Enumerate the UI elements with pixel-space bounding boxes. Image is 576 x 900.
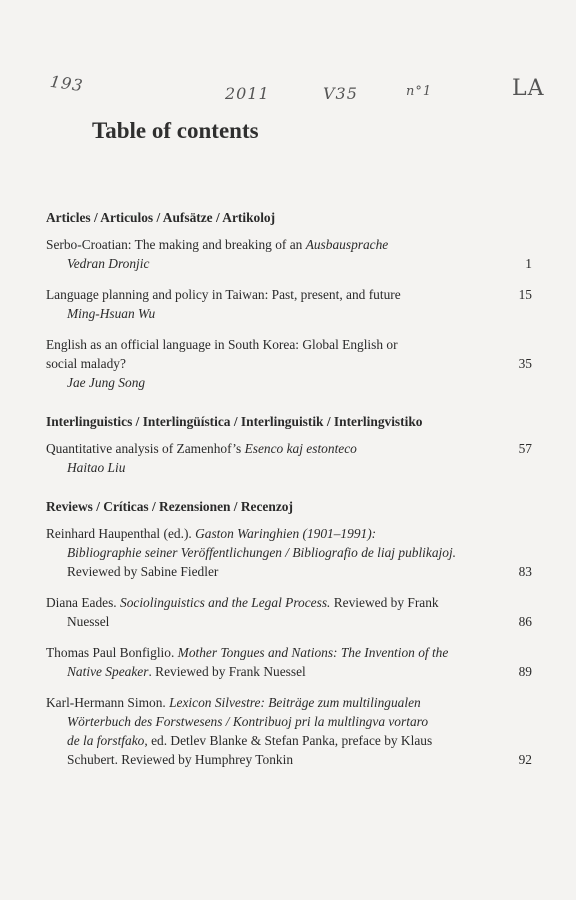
handwritten-note-5: LA (512, 76, 545, 101)
entry-author: Vedran Dronjic (67, 256, 150, 271)
toc-entry[interactable] (46, 335, 532, 392)
toc-entry[interactable] (46, 643, 532, 681)
entry-page-number: 86 (518, 614, 532, 629)
section-heading-reviews: Reviews / Críticas / Rezensionen / Recenzoj (46, 499, 293, 514)
section-heading-interlinguistics: Interlinguistics / Interlingüística / Interlinguistik / Interlingvistiko (46, 414, 423, 429)
entry-title: Serbo-Croatian: The making and breaking of an Ausbausprache (46, 237, 389, 252)
entry-line: Karl-Hermann Simon. Lexicon Silvestre: Beiträge zum multilingualen (46, 695, 421, 710)
entry-author: Jae Jung Song (67, 375, 146, 390)
entry-title: English as an official language in South Korea: Global English or (46, 337, 398, 352)
entry-line: Thomas Paul Bonfiglio. Mother Tongues and Nations: The Invention of the (46, 645, 449, 660)
entry-page-number: 1 (525, 256, 532, 271)
handwritten-note-2: 2011 (225, 84, 270, 103)
entry-title-line2: social malady? (46, 356, 126, 371)
entry-body (46, 643, 486, 681)
handwritten-note-3: V35 (323, 84, 358, 103)
entry-body (46, 439, 486, 477)
entry-page-number: 35 (518, 356, 532, 371)
entry-line: Diana Eades. Sociolinguistics and the Legal Process. Reviewed by Frank (46, 595, 439, 610)
entry-page-number: 57 (518, 441, 532, 456)
handwritten-note-1: 193 (48, 71, 85, 96)
entry-line: Wörterbuch des Forstwesens / Kontribuoj pri la multlingva vortaro (67, 714, 429, 729)
entry-body (46, 524, 502, 581)
entry-title: Language planning and policy in Taiwan: Past, present, and future (46, 287, 401, 302)
table-of-contents (46, 208, 532, 781)
entry-title: Quantitative analysis of Zamenhof’s Esenco kaj estonteco (46, 441, 357, 456)
toc-entry[interactable] (46, 524, 532, 581)
entry-page-number: 15 (518, 287, 532, 302)
entry-body (46, 235, 486, 273)
entry-body (46, 335, 486, 392)
entry-line: Bibliographie seiner Veröffentlichungen / Bibliografio de liaj publikajoj. (67, 545, 457, 560)
entry-body (46, 693, 502, 769)
toc-entry[interactable] (46, 285, 532, 323)
entry-page-number: 92 (518, 752, 532, 767)
entry-author: Ming-Hsuan Wu (67, 306, 156, 321)
entry-line: Native Speaker. Reviewed by Frank Nuessel (67, 664, 306, 679)
toc-entry[interactable] (46, 593, 532, 631)
entry-author: Haitao Liu (67, 460, 126, 475)
section-heading-articles: Articles / Articulos / Aufsätze / Artikoloj (46, 210, 276, 225)
toc-entry[interactable] (46, 693, 532, 769)
entry-page-number: 89 (518, 664, 532, 679)
entry-line: Reviewed by Sabine Fiedler (67, 564, 219, 579)
toc-entry[interactable] (46, 439, 532, 477)
entry-page-number: 83 (518, 564, 532, 579)
toc-entry[interactable] (46, 235, 532, 273)
entry-line: Nuessel (67, 614, 110, 629)
entry-body (46, 285, 502, 323)
page-title: Table of contents (92, 118, 259, 143)
entry-line: Schubert. Reviewed by Humphrey Tonkin (67, 752, 294, 767)
handwritten-note-4: n°1 (406, 84, 433, 99)
entry-line: Reinhard Haupenthal (ed.). Gaston Waringhien (1901–1991): (46, 526, 377, 541)
entry-body (46, 593, 486, 631)
entry-line: de la forstfako, ed. Detlev Blanke & Stefan Panka, preface by Klaus (67, 733, 433, 748)
